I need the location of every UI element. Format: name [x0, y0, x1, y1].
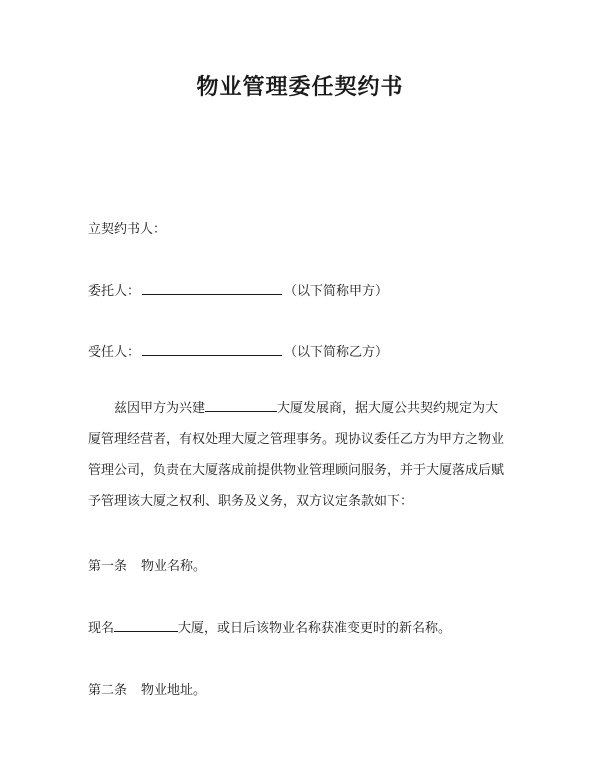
article1-heading: [88, 555, 206, 574]
preamble-paragraph: [88, 393, 508, 517]
agent-note: （以下简称乙方）: [284, 345, 389, 360]
article1-title: 物业名称。: [141, 559, 207, 574]
preamble-text-2: 大厦发展商，据大厦公共契约规定为大厦管理经营者，有权处理大厦之管理事务。现协议委任乙方为甲方之物业管理公司，负责在大厦落成前提供物业管理顾问服务，并于大厦落成后赋予管理该大厦之权利、职务及义务，双方议定条款如下：: [88, 401, 505, 509]
article1-body: [88, 617, 451, 636]
principal-line: [88, 280, 388, 299]
preamble-text-1: 兹因甲方为兴建: [114, 401, 206, 416]
principal-label: 委托人：: [88, 284, 141, 299]
article2-title: 物业地址。: [141, 683, 207, 698]
document-title: 物业管理委任契约书: [196, 75, 404, 100]
agent-line: [88, 341, 388, 360]
article1-body-text-2: 大厦，或日后该物业名称获准变更时的新名称。: [178, 621, 452, 636]
article2-number: 第二条: [88, 683, 128, 698]
building-name-blank[interactable]: [205, 397, 277, 412]
property-name-blank[interactable]: [114, 617, 178, 632]
article1-body-text-1: 现名: [88, 621, 115, 636]
article1-number: 第一条: [88, 559, 128, 574]
agent-name-blank[interactable]: [142, 341, 282, 356]
principal-name-blank[interactable]: [142, 280, 282, 295]
agent-label: 受任人：: [88, 345, 141, 360]
article2-heading: [88, 679, 206, 698]
signatories-label: 立契约书人：: [88, 222, 167, 237]
principal-note: （以下简称甲方）: [284, 284, 389, 299]
